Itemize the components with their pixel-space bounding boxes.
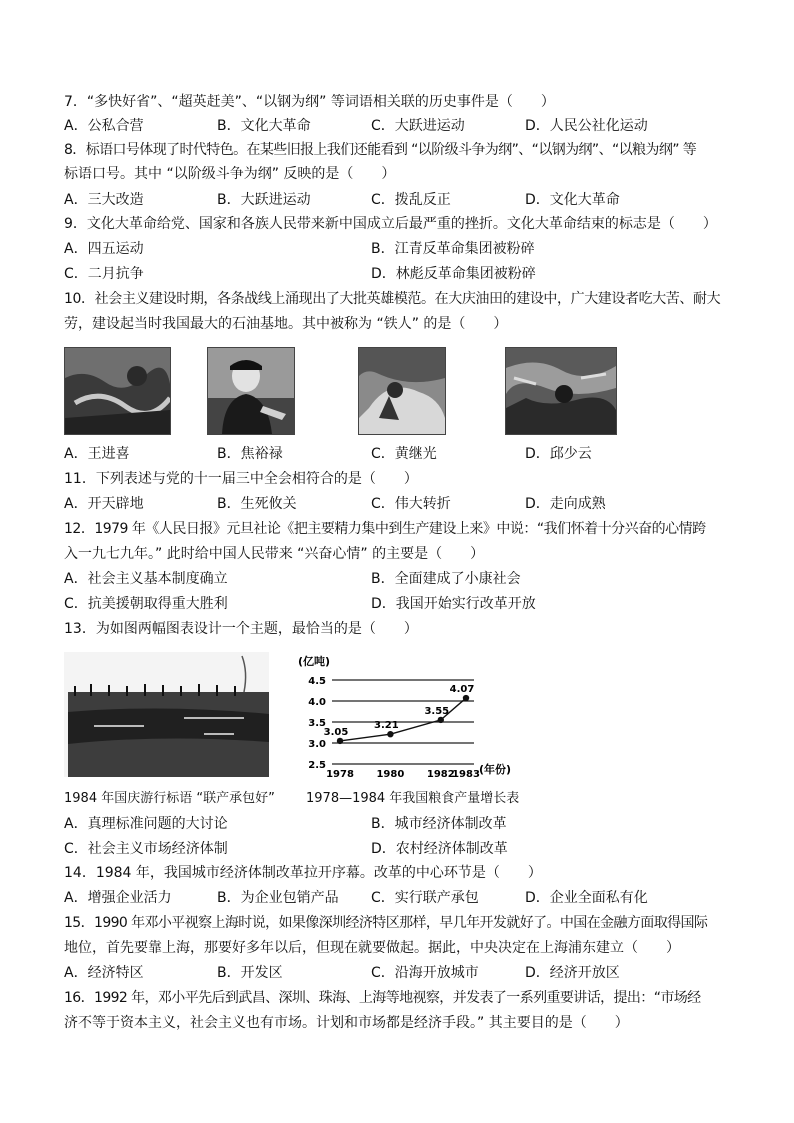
chart-point [463,695,469,701]
option-a: A．王进喜 [64,446,130,462]
chart-point [387,731,393,737]
question-11-stem: 11．下列表述与党的十一届三中全会相符合的是（ ） [64,471,418,487]
chart-point [337,738,343,744]
option-b: B．城市经济体制改革 [371,816,507,832]
option-b: B．生死攸关 [217,496,297,512]
option-a: A．增强企业活力 [64,890,172,906]
question-16-stem-line-1: 16．1992 年，邓小平先后到武昌、深圳、珠海、上海等地视察，并发表了一系列重要讲话，提出：“市场经 [64,990,701,1006]
chart-x-axis-label: (年份) [479,763,512,776]
option-a: A．经济特区 [64,965,144,981]
question-14-options [64,888,744,908]
option-d: D．人民公社化运动 [525,118,648,134]
caption-parade-photo: 1984 年国庆游行标语 “联产承包好” [64,791,275,806]
option-c: C．黄继光 [371,446,437,462]
chart-x-tick-label: 1982 [426,769,455,780]
question-15-options [64,963,744,983]
chart-x-tick-label: 1980 [376,769,405,780]
option-a: A．真理标准问题的大讨论 [64,816,228,832]
option-c: C．抗美援朝取得重大胜利 [64,596,228,612]
question-7-stem: 7．“多快好省”、“超英赶美”、“以钢为纲” 等词语相关联的历史事件是（ ） [64,94,555,110]
photo-huang-jiguang [358,347,446,435]
option-a: A．社会主义基本制度确立 [64,571,228,587]
question-13-stem: 13．为如图两幅图表设计一个主题，最恰当的是（ ） [64,621,418,637]
option-d: D．企业全面私有化 [525,890,648,906]
chart-y-tick-label: 4.5 [308,676,326,687]
chart-data-label: 4.07 [449,684,475,696]
grain-output-chart [296,650,526,782]
option-c: C．伟大转折 [371,496,451,512]
option-d: D．我国开始实行改革开放 [371,596,536,612]
photo-wang-jinxi [64,347,171,435]
option-d: D．邱少云 [525,446,592,462]
question-14-stem: 14．1984 年，我国城市经济体制改革拉开序幕。改革的中心环节是（ ） [64,865,542,881]
chart-series-line [340,698,466,741]
question-13-options-row-2 [64,839,744,859]
option-c: C．大跃进运动 [371,118,465,134]
option-b: B．大跃进运动 [217,192,311,208]
option-a: A．四五运动 [64,241,144,257]
chart-data-label: 3.21 [374,720,399,732]
chart-y-axis-label: (亿吨) [298,655,331,668]
chart-point [438,717,444,723]
question-10-stem-line-1: 10．社会主义建设时期，各条战线上涌现出了大批英雄模范。在大庆油田的建设中，广大建设者吃大苦、耐大 [64,291,721,307]
option-b: B．开发区 [217,965,283,981]
question-8-stem-line-1: 8．标语口号体现了时代特色。在某些旧报上我们还能看到 “以阶级斗争为纲”、“以钢为纲”、“以粮为纲” 等 [64,142,697,158]
question-12-stem-line-2: 入一九七九年。” 此时给中国人民带来 “兴奋心情” 的主要是（ ） [64,546,485,562]
question-12-options-row-1 [64,569,744,589]
option-a: A．开天辟地 [64,496,144,512]
option-c: C．二月抗争 [64,266,144,282]
question-10-options [64,444,744,464]
question-11-options [64,494,744,514]
option-b: B．文化大革命 [217,118,311,134]
chart-y-tick-label: 2.5 [308,760,326,771]
chart-data-label: 3.05 [323,726,349,738]
question-15-stem-line-2: 地位，首先要靠上海，那要好多年以后，但现在就要做起。据此，中央决定在上海浦东建立（ ） [64,940,680,956]
chart-data-label: 3.55 [424,705,450,717]
question-12-stem-line-1: 12．1979 年《人民日报》元旦社论《把主要精力集中到生产建设上来》中说：“我们怀着十分兴奋的心情跨 [64,521,706,537]
question-8-options [64,190,744,210]
option-b: B．全面建成了小康社会 [371,571,521,587]
question-10-stem-line-2: 劳，建设起当时我国最大的石油基地。其中被称为 “铁人” 的是（ ） [64,316,508,332]
option-d: D．农村经济体制改革 [371,841,508,857]
question-9-stem: 9．文化大革命给党、国家和各族人民带来新中国成立后最严重的挫折。文化大革命结束的标志是（ ） [64,216,717,232]
option-b: B．江青反革命集团被粉碎 [371,241,535,257]
photo-qiu-shaoyun [505,347,617,435]
chart-y-tick-label: 4.0 [308,697,326,708]
option-c: C．拨乱反正 [371,192,451,208]
photo-parade-banner [64,652,269,777]
question-9-options-row-2 [64,264,744,284]
option-b: B．焦裕禄 [217,446,283,462]
question-8-stem-line-2: 标语口号。其中 “以阶级斗争为纲” 反映的是（ ） [64,166,396,182]
option-c: C．沿海开放城市 [371,965,479,981]
option-b: B．为企业包销产品 [217,890,339,906]
chart-x-tick-label: 1978 [326,769,354,780]
chart-x-tick-label: 1983 [452,769,480,780]
question-7-options [64,116,744,136]
question-16-stem-line-2: 济不等于资本主义，社会主义也有市场。计划和市场都是经济手段。” 其主要目的是（ ） [64,1015,629,1031]
option-d: D．林彪反革命集团被粉碎 [371,266,536,282]
option-c: C．社会主义市场经济体制 [64,841,228,857]
question-13-options-row-1 [64,814,744,834]
photo-jiao-yulu [207,347,295,435]
caption-grain-chart: 1978—1984 年我国粮食产量增长表 [306,791,520,806]
chart-y-tick-label: 3.0 [308,739,326,750]
option-d: D．文化大革命 [525,192,620,208]
chart-y-tick-label: 3.5 [308,718,326,729]
option-a: A．公私合营 [64,118,144,134]
question-12-options-row-2 [64,594,744,614]
option-a: A．三大改造 [64,192,144,208]
option-c: C．实行联产承包 [371,890,479,906]
option-d: D．经济开放区 [525,965,620,981]
option-d: D．走向成熟 [525,496,606,512]
question-15-stem-line-1: 15．1990 年邓小平视察上海时说，如果像深圳经济特区那样，早几年开发就好了。中国在金融方面取得国际 [64,915,708,931]
question-9-options-row-1 [64,239,744,259]
